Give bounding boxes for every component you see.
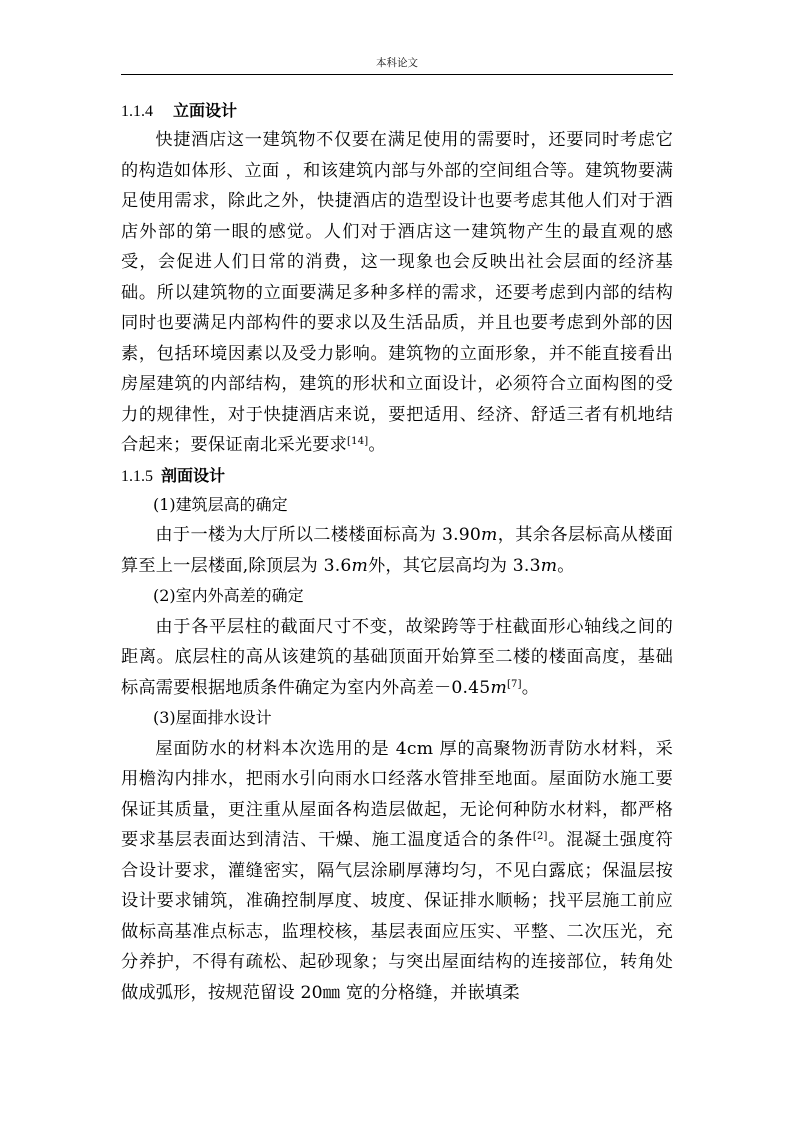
paragraph-text: 由于各平层柱的截面尺寸不变，故梁跨等于柱截面形心轴线之间的距离。底层柱的高从该建筑的基础顶面开始算至二楼的楼面高度，基础标高需要根据地质条件确定为室内外高差－0.45 — [121, 616, 673, 698]
subheading-roof-drainage: (3)屋面排水设计 — [153, 708, 272, 727]
paragraph-facade-design — [121, 125, 673, 461]
document-body — [121, 96, 673, 1008]
citation-ref: [2] — [532, 831, 548, 842]
section-heading-1-1-5 — [121, 461, 673, 490]
paragraph-tail: 。 — [521, 677, 540, 698]
paragraph-roof-drainage — [121, 734, 673, 1009]
paragraph-text: 由于一楼为大厅所以二楼楼面标高为 3.90 — [155, 525, 482, 545]
section-title: 剖面设计 — [161, 465, 226, 485]
subheading-height-difference: (2)室内外高差的确定 — [153, 586, 304, 605]
paragraph-text: 外，其它层高均为 3.3 — [368, 555, 541, 576]
unit-m: m — [540, 555, 558, 576]
section-number: 1.1.4 — [121, 103, 153, 120]
section-heading-1-1-4 — [121, 96, 673, 125]
paragraph-text: 屋面防水的材料本次选用的是 4cm 厚的高聚物沥青防水材料，采用檐沟内排水，把雨水引向雨水口经落水管排至地面。屋面防水施工要保证其质量，更注重从屋面各构造层做起，无论何种防水材料，都严格要求基层表面达到清洁、干燥、施工温度适合的条件 — [121, 738, 673, 850]
paragraph-height-difference — [121, 612, 673, 704]
section-title: 立面设计 — [173, 101, 238, 120]
citation-ref: [7] — [506, 678, 522, 690]
paragraph-tail: 。 — [557, 555, 575, 576]
header-rule — [121, 74, 673, 75]
paragraph-floor-height — [121, 520, 673, 581]
page-header: 本科论文 — [376, 57, 418, 69]
paragraph-text: 。混凝土强度符合设计要求，灌缝密实，隔气层涂刷厚薄均匀，不见白露底；保温层按设计要求铺筑，准确控制厚度、坡度、保证排水顺畅；找平层施工前应做标高基准点标志，监理校核，基层表面应压实、平整、二次压光，充分养护，不得有疏松、起砂现象；与突出屋面结构的连接部位，转角处做成弧形，按规范留设 20㎜ 宽的分格缝，并嵌填柔 — [121, 830, 673, 1003]
citation-ref: [14] — [347, 436, 369, 447]
section-number: 1.1.5 — [121, 467, 153, 485]
unit-m: m — [351, 555, 369, 576]
paragraph-text: 快捷酒店这一建筑物不仅要在满足使用的需要时，还要同时考虑它的构造如体形、立面 ，和该建筑内部与外部的空间组合等。建筑物要满足使用需求，除此之外，快捷酒店的造型设计也要考虑其他人们对于酒店外部的第一眼的感觉。人们对于酒店这一建筑物产生的最直观的感受，会促进人们日常的消费，这一现象也会反映出社会层面的经济基础。所以建筑物的立面要满足多种多样的需求，还要考虑到内部的结构同时也要满足内部构件的要求以及生活品质，并且也要考虑到外部的因素，包括环境因素以及受力影响。建筑物的立面形象，并不能直接看出房屋建筑的内部结构，建筑的形状和立面设计，必须符合立面构图的受力的规律性，对于快捷酒店来说，要把适用、经济、舒适三者有机地结合起来；要保证南北采光要求 — [121, 130, 673, 455]
unit-m: m — [490, 677, 507, 698]
paragraph-text: ，其余各层标高从楼面算至上一层楼面,除顶层为 3.6 — [121, 525, 673, 576]
unit-m: m — [481, 525, 498, 545]
paragraph-tail: 。 — [368, 435, 386, 455]
subheading-floor-height: (1)建筑层高的确定 — [153, 494, 288, 514]
